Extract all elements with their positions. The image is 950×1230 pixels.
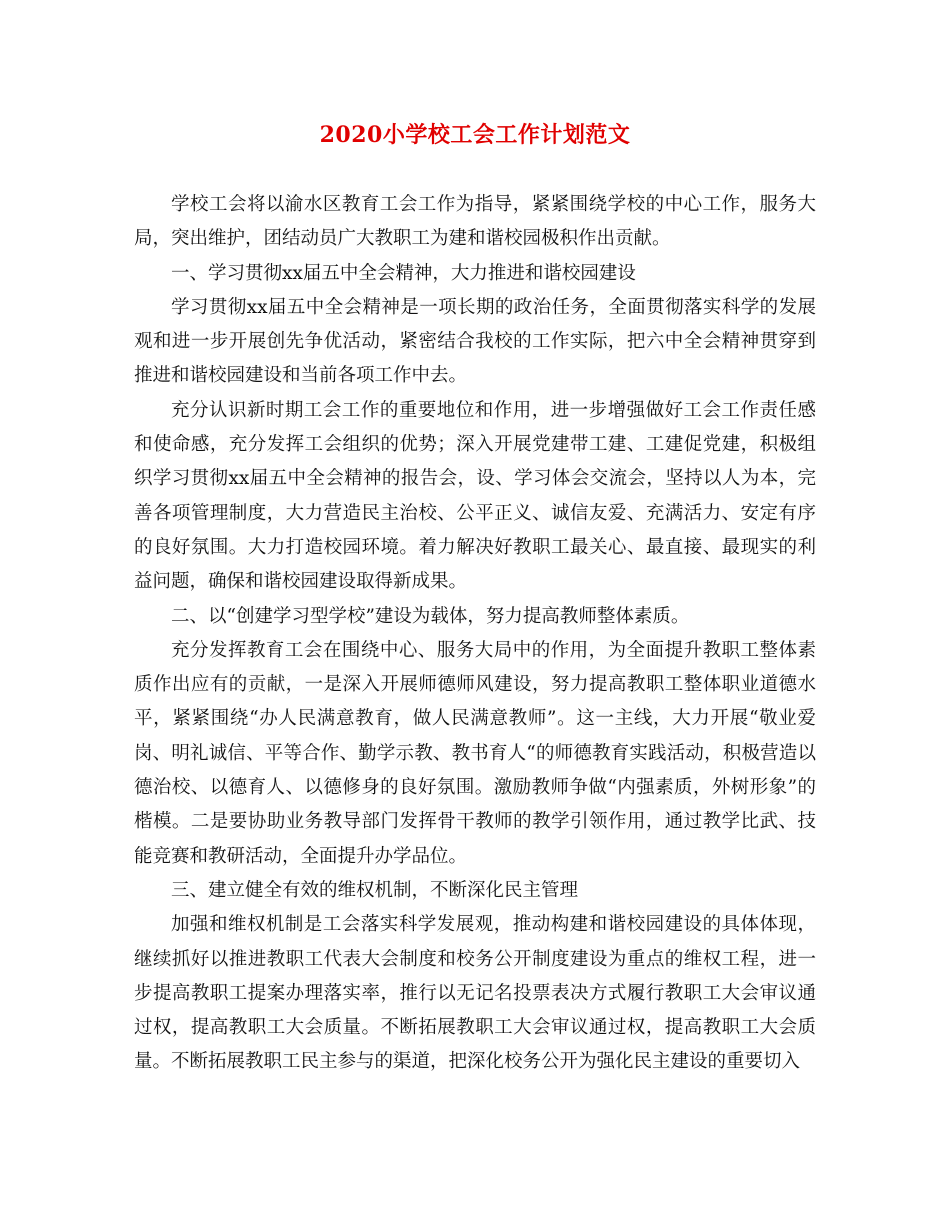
document-title: 2020小学校工会工作计划范文: [319, 122, 631, 148]
paragraph-1b: 充分认识新时期工会工作的重要地位和作用，进一步增强做好工会工作责任感和使命感，充分发挥工会组织的优势；深入开展党建带工建、工建促党建，积极组织学习贯彻xx届五中全会精神的报告会，设、学习体会交流会，坚持以人为本，完善各项管理制度，大力营造民主治校、公平正义、诚信友爱、充满活力、安定有序的良好氛围。大力打造校园环境。着力解决好教职工最关心、最直接、最现实的利益问题，确保和谐校园建设取得新成果。: [134, 399, 816, 593]
paragraph-1a: 学习贯彻xx届五中全会精神是一项长期的政治任务，全面贯彻落实科学的发展观和进一步开展创先争优活动，紧密结合我校的工作实际，把六中全会精神贯穿到推进和谐校园建设和当前各项工作中去。: [134, 296, 816, 387]
paragraph-2: 充分发挥教育工会在围绕中心、服务大局中的作用，为全面提升教职工整体素质作出应有的贡献，一是深入开展师德师风建设，努力提高教职工整体职业道德水平，紧紧围绕“办人民满意教育，做人民满意教师”。这一主线，大力开展“敬业爱岗、明礼诚信、平等合作、勤学示教、教书育人“的师德教育实践活动，积极营造以德治校、以德育人、以德修身的良好氛围。激励教师争做“内强素质，外树形象”的楷模。二是要协助业务教导部门发挥骨干教师的教学引领作用，通过教学比武、技能竞赛和教研活动，全面提升办学品位。: [134, 639, 816, 867]
section-heading-1: 一、学习贯彻xx届五中全会精神，大力推进和谐校园建设: [171, 262, 636, 284]
paragraph-intro: 学校工会将以渝水区教育工会工作为指导，紧紧围绕学校的中心工作，服务大局，突出维护，团结动员广大教职工为建和谐校园极积作出贡献。: [134, 194, 816, 250]
paragraph-3: 加强和维权机制是工会落实科学发展观，推动构建和谐校园建设的具体体现，继续抓好以推进教职工代表大会制度和校务公开制度建设为重点的维权工程，进一步提高教职工提案办理落实率，推行以无记名投票表决方式履行教职工大会审议通过权，提高教职工大会质量。不断拓展教职工大会审议通过权，提高教职工大会质量。不断拓展教职工民主参与的渠道，把深化校务公开为强化民主建设的重要切入: [134, 914, 816, 1073]
section-heading-3: 三、建立健全有效的维权机制，不断深化民主管理: [171, 879, 579, 901]
section-heading-2: 二、以“创建学习型学校”建设为载体，努力提高教师整体素质。: [171, 605, 690, 627]
document-body: [134, 188, 816, 1080]
